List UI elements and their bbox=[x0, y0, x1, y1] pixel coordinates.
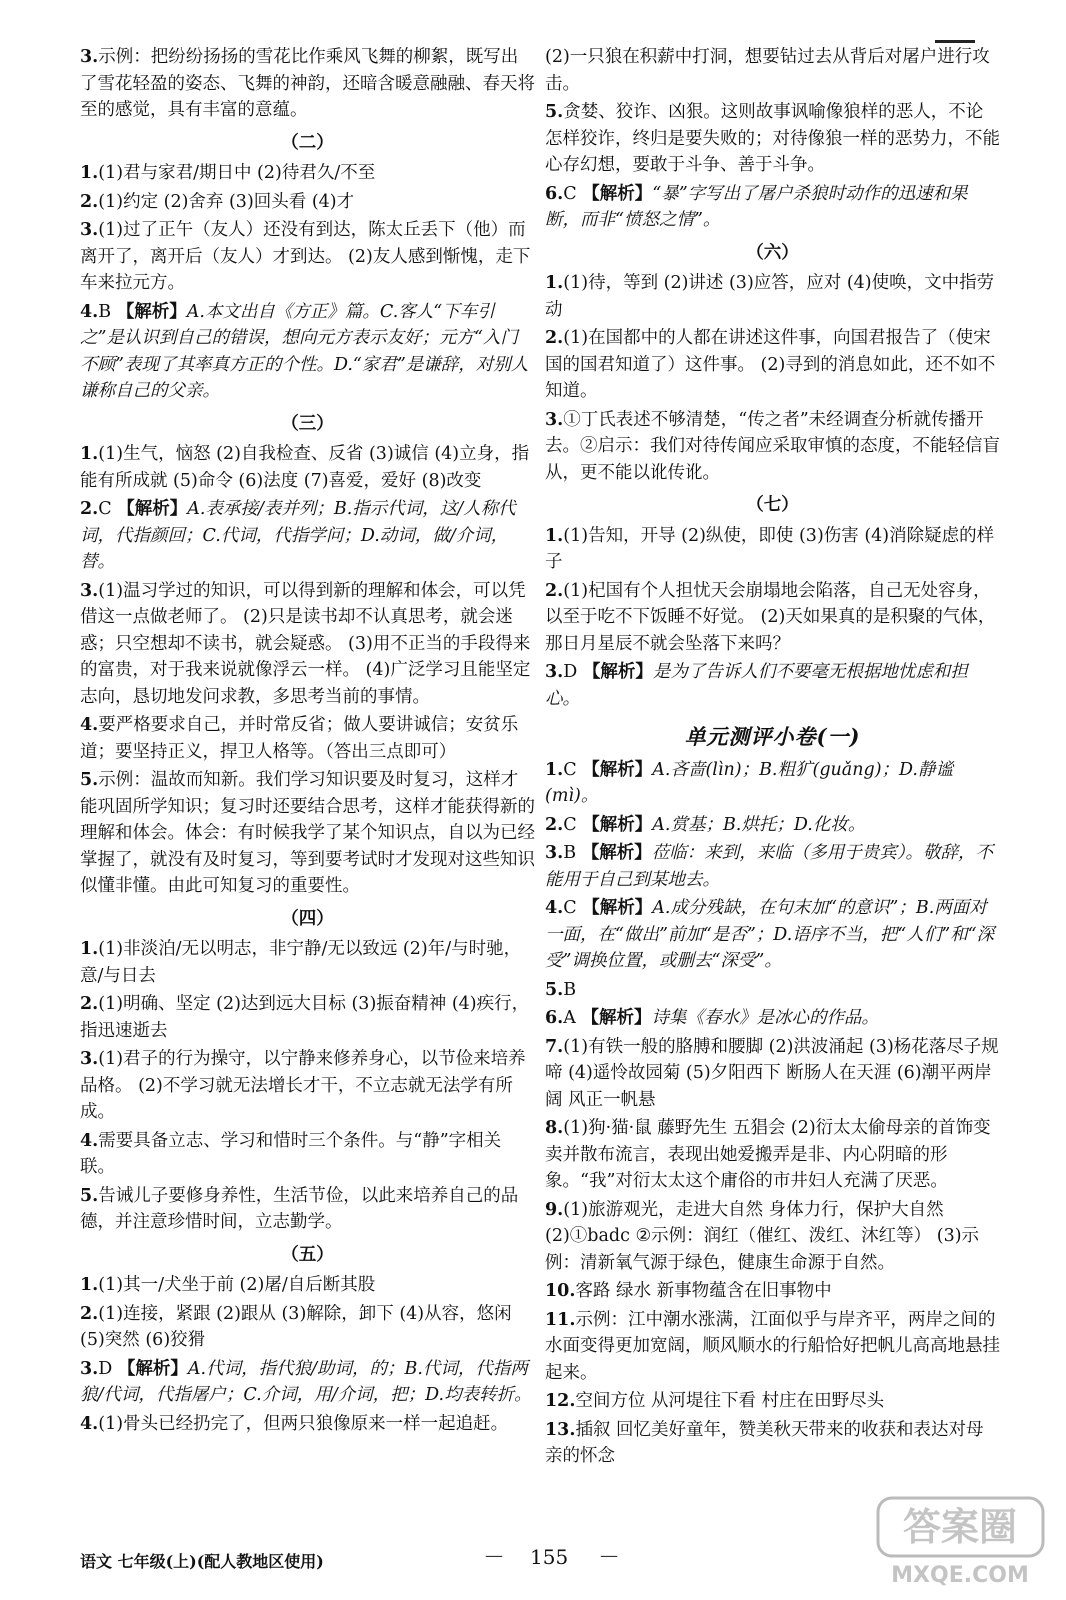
analysis-text: 诗集《春水》是冰心的作品。 bbox=[651, 1008, 879, 1028]
answer-item bbox=[80, 991, 535, 1044]
answer-text: 示例：江中潮水涨满，江面似乎与岸齐平，两岸之间的水面变得更加宽阔，顺风顺水的行船恰好把帆儿高高地悬挂起来。 bbox=[545, 1309, 1000, 1383]
answer-item bbox=[545, 1388, 1000, 1415]
answer-text: (1)明确、坚定 (2)达到远大目标 (3)振奋精神 (4)疾行，指迅速逝去 bbox=[80, 994, 530, 1041]
section-heading: （二） bbox=[281, 132, 334, 153]
answer-text: 客路 绿水 新事物蕴含在旧事物中 bbox=[575, 1281, 832, 1301]
answer-item bbox=[545, 757, 1000, 810]
answer-item bbox=[80, 189, 535, 216]
answer-text: 告诫儿子要修身养性，生活节俭，以此来培养自己的品德，并注意珍惜时间，立志勤学。 bbox=[80, 1185, 519, 1232]
answer-item bbox=[545, 1278, 1000, 1305]
answer-number: 3. bbox=[80, 47, 99, 67]
page-footer bbox=[80, 1545, 986, 1575]
footer-dash-right: — bbox=[600, 1545, 618, 1566]
answer-item bbox=[80, 1046, 535, 1126]
answer-text: (1)非淡泊/无以明志，非宁静/无以致远 (2)年/与时驰，意/与日去 bbox=[80, 939, 522, 986]
answer-item bbox=[80, 578, 535, 711]
answer-text: 插叙 回忆美好童年，赞美秋天带来的收获和表达对母亲的怀念 bbox=[545, 1419, 984, 1466]
answer-number: 4. bbox=[545, 898, 564, 918]
answer-item bbox=[80, 44, 535, 124]
answer-item bbox=[545, 977, 1000, 1004]
answer-number: 5. bbox=[80, 1185, 99, 1206]
answer-text: (1)生气，恼怒 (2)自我检查、反省 (3)诚信 (4)立身，指能有所成就 (5)命令 (6)法度 (7)喜爱，爱好 (8)改变 bbox=[80, 444, 530, 491]
answer-item bbox=[545, 1005, 1000, 1032]
answer-item bbox=[545, 1115, 1000, 1195]
answer-number: 3. bbox=[80, 1049, 99, 1069]
unit-test-heading: 单元测评小卷(一) bbox=[684, 724, 861, 749]
answer-item bbox=[545, 1197, 1000, 1277]
analysis-label: 【解析】 bbox=[581, 843, 652, 863]
analysis-label: 【解析】 bbox=[116, 301, 187, 322]
answer-item bbox=[545, 325, 1000, 405]
answer-number: 2. bbox=[80, 499, 99, 519]
answer-text: (2)一只狼在积薪中打洞，想要钻过去从背后对屠户进行攻击。 bbox=[545, 47, 990, 94]
answer-number: 4. bbox=[80, 715, 99, 735]
answer-number: 5. bbox=[80, 770, 99, 790]
answer-item bbox=[545, 99, 1000, 179]
answer-number: 3. bbox=[80, 220, 99, 240]
answer-text: C bbox=[563, 759, 577, 780]
answer-text: C bbox=[98, 499, 112, 519]
answer-text: (1)待，等到 (2)讲述 (3)应答，应对 (4)使唤，文中指劳动 bbox=[545, 273, 995, 320]
answer-item bbox=[80, 1356, 535, 1409]
analysis-label: 【解析】 bbox=[582, 814, 653, 835]
answer-text: 示例：把纷纷扬扬的雪花比作乘风飞舞的柳絮，既写出了雪花轻盈的姿态、飞舞的神韵，还暗含暖意融融、春天将至的感觉，具有丰富的意蕴。 bbox=[80, 47, 535, 120]
footer-subject: 语文 七年级(上)(配人教地区使用) bbox=[80, 1552, 324, 1571]
section-heading: （四） bbox=[281, 908, 334, 929]
answer-item bbox=[80, 1411, 535, 1438]
answer-text: (1)温习学过的知识，可以得到新的理解和体会，可以凭借这一点做老师了。 (2)只是读书却不认真思考，就会迷惑；只空想却不读书，就会疑惑。 (3)用不正当的手段得来的富贵，对于我来说就像浮云一样。 (4)广泛学习且能坚定志向，恳切地发问求教，多思考当前的事情。 bbox=[80, 580, 531, 707]
answer-number: 11. bbox=[545, 1309, 576, 1330]
answer-number: 13. bbox=[545, 1419, 576, 1440]
answer-number: 5. bbox=[545, 979, 564, 1000]
top-rule bbox=[935, 40, 975, 43]
answer-number: 6. bbox=[545, 1008, 564, 1028]
answer-number: 3. bbox=[80, 580, 99, 601]
answer-number: 1. bbox=[80, 939, 99, 959]
analysis-label: 【解析】 bbox=[582, 898, 653, 918]
answer-item bbox=[80, 1272, 535, 1299]
analysis-text: 是为了告诉人们不要毫无根据地忧虑和担心。 bbox=[545, 662, 968, 709]
answer-text: D bbox=[98, 1358, 113, 1379]
answer-number: 1. bbox=[80, 444, 99, 464]
answer-item bbox=[545, 270, 1000, 323]
answer-item bbox=[80, 496, 535, 576]
answer-number: 2. bbox=[545, 814, 564, 835]
answer-text: (1)骨头已经扔完了，但两只狼像原来一样一起追赶。 bbox=[98, 1413, 509, 1434]
answer-item bbox=[80, 1128, 535, 1181]
answer-text: (1)杞国有个人担忧天会崩塌地会陷落，自己无处容身，以至于吃不下饭睡不好觉。 (2)天如果真的是积聚的气体，那日月星辰不就会坠落下来吗？ bbox=[545, 580, 996, 654]
answer-text: C bbox=[563, 814, 577, 835]
answer-text: 需要具备立志、学习和惜时三个条件。与“静”字相关联。 bbox=[80, 1130, 502, 1177]
answer-item bbox=[80, 441, 535, 494]
answer-text: ①丁氏表述不够清楚，“传之者”未经调查分析就传播开去。②启示：我们对待传闻应采取审慎的态度，不能轻信盲从，更不能以讹传讹。 bbox=[545, 409, 1000, 483]
answer-item bbox=[545, 578, 1000, 658]
analysis-label: 【解析】 bbox=[582, 759, 653, 780]
analysis-text: A.吝啬(lìn)；B.粗犷(guǎng)；D.静谧(mì)。 bbox=[545, 759, 953, 806]
answer-text: (1)君子的行为操守，以宁静来修养身心，以节俭来培养品格。 (2)不学习就无法增长才干，不立志就无法学有所成。 bbox=[80, 1049, 526, 1122]
answer-item bbox=[80, 160, 535, 187]
left-column bbox=[80, 44, 535, 1439]
answer-number: 9. bbox=[545, 1199, 564, 1220]
answer-item bbox=[545, 181, 1000, 234]
analysis-text: 莅临：来到，来临（多用于贵宾）。敬辞，不能用于自己到某地去。 bbox=[545, 843, 993, 890]
svg-text:MXQE.COM: MXQE.COM bbox=[891, 1563, 1029, 1588]
answer-item bbox=[545, 44, 1000, 97]
answer-text: (1)约定 (2)舍弃 (3)回头看 (4)才 bbox=[98, 191, 355, 212]
answer-number: 4. bbox=[80, 301, 99, 322]
analysis-label: 【解析】 bbox=[581, 1008, 652, 1028]
answer-item bbox=[545, 1034, 1000, 1114]
answer-item bbox=[80, 1301, 535, 1354]
answer-item bbox=[545, 840, 1000, 893]
answer-number: 3. bbox=[545, 662, 564, 682]
answer-number: 1. bbox=[545, 273, 564, 293]
answer-text: (1)其一/犬坐于前 (2)屠/自后断其股 bbox=[98, 1275, 376, 1295]
answer-item bbox=[80, 712, 535, 765]
answer-text: C bbox=[563, 898, 577, 918]
answer-item bbox=[80, 767, 535, 900]
analysis-text: A.赏基；B.烘托；D.化妆。 bbox=[652, 814, 866, 835]
answer-item bbox=[80, 1183, 535, 1236]
answer-number: 7. bbox=[545, 1036, 564, 1057]
answer-text: B bbox=[563, 843, 577, 863]
analysis-text: “暴”字写出了屠户杀狼时动作的迅速和果断，而非“愤怒之情”。 bbox=[545, 183, 968, 230]
answer-number: 2. bbox=[545, 580, 564, 601]
answer-number: 3. bbox=[545, 409, 564, 430]
answer-text: (1)连接，紧跟 (2)跟从 (3)解除，卸下 (4)从容，悠闲 (5)突然 (6)狡猾 bbox=[80, 1303, 512, 1350]
section-heading: （五） bbox=[281, 1244, 334, 1265]
answer-item bbox=[545, 895, 1000, 975]
analysis-text: A.本文出自《方正》篇。C.客人“下车引之”是认识到自己的错误，想向元方表示友好；元方“入门不顾”表现了其率真方正的个性。D.“家君”是谦辞，对别人谦称自己的父亲。 bbox=[80, 301, 529, 401]
answer-item bbox=[545, 407, 1000, 487]
answer-number: 4. bbox=[80, 1130, 99, 1151]
right-column bbox=[545, 44, 1000, 1472]
answer-number: 1. bbox=[80, 1275, 99, 1295]
analysis-text: A.成分残缺，在句末加“的意识”；B.两面对一面，在“做出”前加“是否”；D.语序不当，把“人们”和“深受”调换位置，或删去“深受”。 bbox=[545, 898, 995, 971]
answer-text: B bbox=[98, 301, 112, 322]
answer-text: 示例：温故而知新。我们学习知识要及时复习，这样才能巩固所学知识；复习时还要结合思考，这样才能获得新的理解和体会。体会：有时候我学了某个知识点，自以为已经掌握了，就没有及时复习，等到要考试时才发现对这些知识似懂非懂。由此可知复习的重要性。 bbox=[80, 770, 535, 896]
answer-number: 2. bbox=[80, 994, 99, 1014]
answer-text: 贪婪、狡诈、凶狠。这则故事讽喻像狼样的恶人，不论怎样狡诈，终归是要失败的；对待像狼一样的恶势力，不能心存幻想，要敢于斗争、善于斗争。 bbox=[545, 102, 1000, 175]
answer-number: 2. bbox=[80, 191, 99, 212]
answer-text: D bbox=[563, 662, 578, 682]
answer-number: 3. bbox=[545, 843, 564, 863]
analysis-label: 【解析】 bbox=[582, 662, 653, 682]
answer-number: 1. bbox=[545, 759, 564, 780]
answer-number: 10. bbox=[545, 1281, 576, 1301]
section-heading: （三） bbox=[281, 413, 334, 434]
answer-text: 要严格要求自己，并时常反省；做人要讲诚信；安贫乐道；要坚持正义，捍卫人格等。（答出三点即可） bbox=[80, 715, 519, 762]
answer-item bbox=[80, 936, 535, 989]
analysis-text: A.代词，指代狼/助词，的；B.代词，代指两狼/代词，代指屠户；C.介词，用/介词，把；D.均表转折。 bbox=[80, 1358, 532, 1405]
section-heading: （六） bbox=[746, 242, 799, 263]
answer-text: (1)君与家君/期日中 (2)待君久/不至 bbox=[98, 163, 376, 183]
answer-item bbox=[80, 217, 535, 297]
answer-number: 3. bbox=[80, 1358, 99, 1379]
section-heading: （七） bbox=[746, 495, 799, 515]
svg-text:答案圈: 答案圈 bbox=[902, 1505, 1018, 1549]
answer-number: 1. bbox=[80, 163, 99, 183]
answer-number: 12. bbox=[545, 1391, 576, 1411]
answer-item bbox=[545, 523, 1000, 576]
analysis-label: 【解析】 bbox=[117, 499, 188, 519]
answer-item bbox=[545, 659, 1000, 712]
analysis-label: 【解析】 bbox=[117, 1358, 188, 1379]
answer-text: (1)告知，开导 (2)纵使，即使 (3)伤害 (4)消除疑虑的样子 bbox=[545, 525, 995, 572]
answer-text: A bbox=[563, 1008, 576, 1028]
answer-text: (1)在国都中的人都在讲述这件事，向国君报告了（使宋国的国君知道了）这件事。 (2)寻到的消息如此，还不如不知道。 bbox=[545, 328, 996, 401]
footer-dash-left: — bbox=[485, 1545, 503, 1566]
answer-text: (1)过了正午（友人）还没有到达，陈太丘丢下（他）而离开了，离开后（友人）才到达。 (2)友人感到惭愧，走下车来拉元方。 bbox=[80, 220, 531, 293]
answer-number: 1. bbox=[545, 525, 564, 546]
answer-item bbox=[545, 1417, 1000, 1470]
answer-item bbox=[545, 812, 1000, 839]
answer-text: C bbox=[563, 183, 577, 204]
analysis-text: A.表承接/表并列；B.指示代词，这/人称代词，代指颜回；C.代词，代指学问；D.动词，做/介词，替。 bbox=[80, 499, 516, 572]
answer-text: 空间方位 从河堤往下看 村庄在田野尽头 bbox=[575, 1391, 885, 1411]
answer-number: 4. bbox=[80, 1413, 99, 1434]
answer-item bbox=[80, 299, 535, 405]
answer-text: (1)有铁一般的胳膊和腰脚 (2)洪波涌起 (3)杨花落尽子规啼 (4)遥怜故园菊 (5)夕阳西下 断肠人在天涯 (6)潮平两岸阔 风正一帆悬 bbox=[545, 1036, 999, 1110]
watermark-logo bbox=[870, 1490, 1055, 1590]
answer-text: (1)狗·猫·鼠 藤野先生 五猖会 (2)衍太太偷母亲的首饰变卖并散布流言，表现出她爱搬弄是非、内心阴暗的形象。“我”对衍太太这个庸俗的市井妇人充满了厌恶。 bbox=[545, 1118, 991, 1191]
analysis-label: 【解析】 bbox=[582, 183, 653, 204]
answer-number: 5. bbox=[545, 102, 564, 122]
answer-number: 2. bbox=[545, 328, 564, 348]
answer-number: 2. bbox=[80, 1303, 99, 1324]
answer-number: 8. bbox=[545, 1118, 564, 1138]
answer-text: (1)旅游观光，走进大自然 身体力行，保护大自然 (2)①badc ②示例：润红（催红、泼红、沐红等） (3)示例：清新氧气源于绿色，健康生命源于自然。 bbox=[545, 1199, 980, 1273]
answer-text: B bbox=[563, 979, 577, 1000]
page-number: 155 bbox=[530, 1545, 569, 1569]
answer-number: 6. bbox=[545, 183, 564, 204]
answer-item bbox=[545, 1307, 1000, 1387]
